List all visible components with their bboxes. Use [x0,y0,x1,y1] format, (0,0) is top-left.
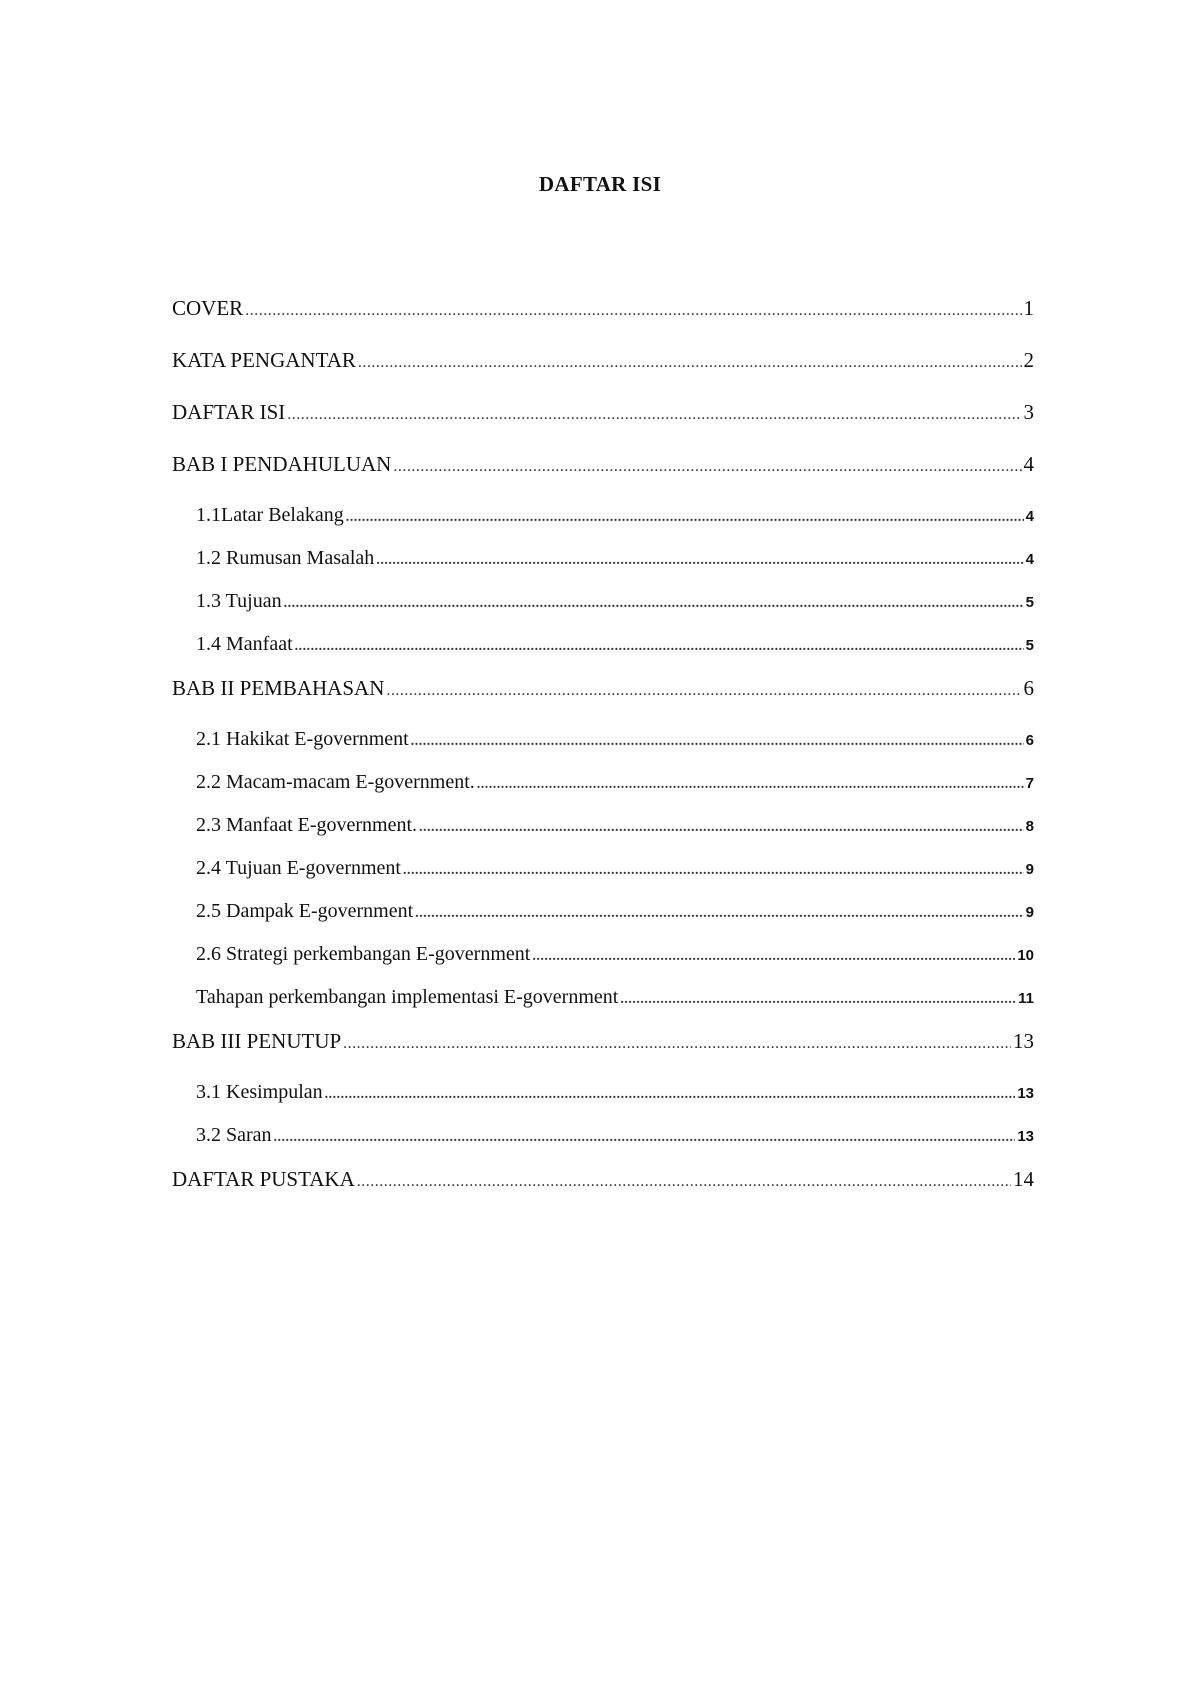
page-title: DAFTAR ISI [538,172,662,196]
dot-leader [295,633,1024,656]
toc-entry-1-3[interactable] [172,590,1034,633]
toc-page-number: 11 [1018,990,1034,1007]
toc-page-number: 10 [1017,947,1034,964]
dot-leader [357,1167,1011,1192]
toc-entry-kata-pengantar[interactable] [172,348,1034,400]
toc-entry-label: 1.4 Manfaat [196,633,293,655]
dot-leader [358,348,1022,373]
toc-entry-tahapan[interactable] [172,986,1034,1029]
toc-entry-3-1[interactable] [172,1081,1034,1124]
toc-entry-bab-2[interactable] [172,676,1034,728]
toc-page-number: 1 [1023,296,1034,320]
toc-entry-label: 1.3 Tujuan [196,590,282,612]
toc-entry-label: KATA PENGANTAR [172,348,356,372]
toc-entry-label: DAFTAR PUSTAKA [172,1167,355,1191]
dot-leader [393,452,1021,477]
toc-entry-label: BAB III PENUTUP [172,1029,342,1053]
toc-entry-3-2[interactable] [172,1124,1034,1167]
toc-entry-2-1[interactable] [172,728,1034,771]
toc-entry-label: COVER [172,296,244,320]
toc-page-number: 13 [1017,1128,1034,1145]
toc-page-number: 4 [1023,452,1034,476]
toc-page-number: 4 [1025,551,1034,568]
toc-entry-daftar-isi[interactable] [172,400,1034,452]
toc-entry-1-1[interactable] [172,504,1034,547]
toc-entry-label: 3.1 Kesimpulan [196,1081,323,1103]
toc-page-number: 3 [1023,400,1034,424]
toc-page-number: 13 [1017,1085,1034,1102]
dot-leader [287,400,1021,425]
toc-page-number: 6 [1023,676,1034,700]
toc-entry-label: 1.2 Rumusan Masalah [196,547,375,569]
toc-entry-1-2[interactable] [172,547,1034,590]
toc-entry-label: 2.5 Dampak E-government [196,900,414,922]
toc-page-number: 7 [1025,775,1034,792]
toc-page-number: 4 [1025,508,1034,525]
toc-entry-label: BAB II PEMBAHASAN [172,676,385,700]
toc-entry-label: DAFTAR ISI [172,400,286,424]
dot-leader [343,1029,1011,1054]
toc-page-number: 9 [1025,904,1034,921]
toc-entry-daftar-pustaka[interactable] [172,1167,1034,1219]
dot-leader [284,590,1024,613]
toc-page-number: 9 [1025,861,1034,878]
dot-leader [477,771,1024,794]
toc-entry-bab-1[interactable] [172,452,1034,504]
dot-leader [411,728,1024,751]
toc-entry-2-4[interactable] [172,857,1034,900]
dot-leader [419,814,1024,837]
dot-leader [620,986,1016,1009]
table-of-contents [172,296,1034,1219]
toc-page-number: 2 [1023,348,1034,372]
toc-entry-label: 2.4 Tujuan E-government [196,857,401,879]
dot-leader [386,676,1021,701]
toc-entry-label: 2.3 Manfaat E-government. [196,814,418,836]
toc-entry-label: 3.2 Saran [196,1124,272,1146]
toc-page-number: 13 [1013,1029,1034,1053]
toc-entry-label: Tahapan perkembangan implementasi E-government [196,986,619,1008]
toc-entry-label: 2.2 Macam-macam E-government. [196,771,475,793]
toc-entry-2-3[interactable] [172,814,1034,857]
toc-entry-cover[interactable] [172,296,1034,348]
toc-entry-2-5[interactable] [172,900,1034,943]
toc-entry-label: 1.1Latar Belakang [196,504,344,526]
dot-leader [274,1124,1016,1147]
dot-leader [325,1081,1016,1104]
toc-entry-1-4[interactable] [172,633,1034,676]
toc-entry-bab-3[interactable] [172,1029,1034,1081]
dot-leader [415,900,1023,923]
toc-entry-2-2[interactable] [172,771,1034,814]
toc-entry-label: BAB I PENDAHULUAN [172,452,392,476]
toc-page-number: 8 [1025,818,1034,835]
dot-leader [245,296,1021,321]
toc-page-number: 5 [1025,594,1034,611]
toc-entry-2-6[interactable] [172,943,1034,986]
toc-entry-label: 2.6 Strategi perkembangan E-government [196,943,531,965]
dot-leader [532,943,1015,966]
toc-page-number: 6 [1025,732,1034,749]
dot-leader [376,547,1023,570]
toc-entry-label: 2.1 Hakikat E-government [196,728,409,750]
dot-leader [403,857,1024,880]
toc-page-number: 5 [1025,637,1034,654]
dot-leader [346,504,1024,527]
toc-page-number: 14 [1013,1167,1034,1191]
